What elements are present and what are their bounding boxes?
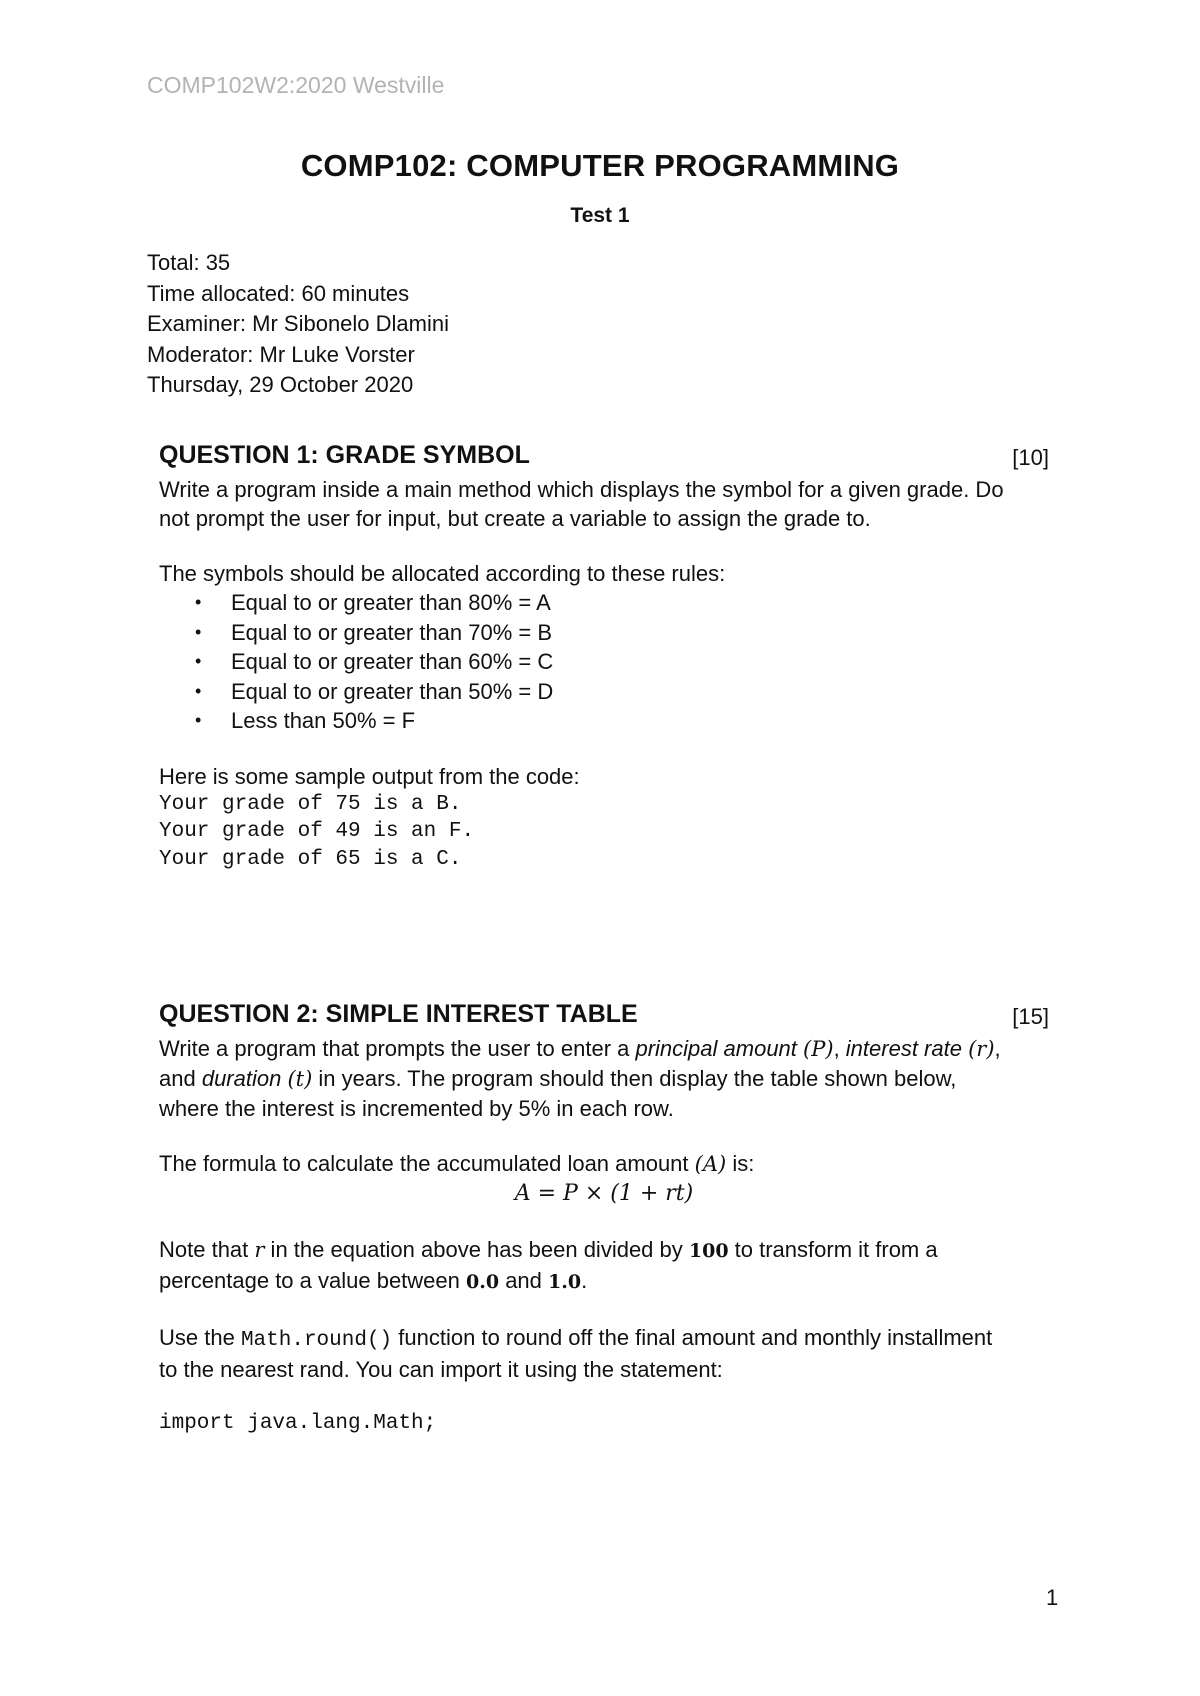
question-1-title: QUESTION 1: GRADE SYMBOL xyxy=(159,441,530,469)
document-subtitle: Test 1 xyxy=(570,204,630,227)
bullet-icon: • xyxy=(195,680,202,701)
list-item: • Equal to or greater than 60% = C xyxy=(159,647,1049,677)
question-2-intro: Write a program that prompts the user to enter a principal amount (P), interest rate (r), and duration (t) in years. The program should then display the table shown below, where the interest is incremented by 5% in each row. xyxy=(159,1036,1001,1121)
question-2 xyxy=(159,1000,1049,1438)
time-allocated: Time allocated: 60 minutes xyxy=(147,280,410,306)
question-2-marks: [15] xyxy=(1012,1004,1049,1029)
bullet-icon: • xyxy=(195,710,202,730)
grade-rules-list xyxy=(159,588,1049,736)
formula-intro: The formula to calculate the accumulated loan amount (A) is: xyxy=(159,1151,755,1176)
import-statement: import java.lang.Math; xyxy=(159,1412,437,1435)
list-item: • Less than 50% = F xyxy=(159,706,1049,736)
question-2-header xyxy=(159,1000,1049,1034)
sample-output-intro: Here is some sample output from the code: xyxy=(159,763,580,789)
list-item: • Equal to or greater than 50% = D xyxy=(159,677,1049,707)
loan-formula: A = P × (1 + rt) xyxy=(514,1181,694,1206)
formula-note: Note that r in the equation above has been divided by 100 to transform it from a percentage to a value between 0.0 and 1.0. xyxy=(159,1237,938,1293)
total-marks: Total: 35 xyxy=(147,250,231,275)
question-2-title: QUESTION 2: SIMPLE INTEREST TABLE xyxy=(159,1000,638,1028)
moderator: Moderator: Mr Luke Vorster xyxy=(147,341,415,367)
sample-output-block xyxy=(159,791,1049,874)
list-item: • Equal to or greater than 80% = A xyxy=(159,588,1049,618)
sample-output-line: Your grade of 49 is an F. xyxy=(159,820,475,843)
bullet-icon: • xyxy=(195,592,202,612)
question-1 xyxy=(159,441,1049,873)
sample-output-line: Your grade of 65 is a C. xyxy=(159,847,462,871)
rules-intro: The symbols should be allocated according to these rules: xyxy=(159,561,726,586)
list-item: • Equal to or greater than 70% = B xyxy=(159,618,1049,648)
rounding-instructions: Use the Math.round() function to round off the final amount and monthly installment to the nearest rand. You can import it using the statement: xyxy=(159,1325,993,1382)
test-details xyxy=(147,248,449,401)
test-date: Thursday, 29 October 2020 xyxy=(147,372,414,397)
question-1-header xyxy=(159,441,1049,475)
question-1-marks: [10] xyxy=(1012,445,1049,470)
sample-output-line: Your grade of 75 is a B. xyxy=(159,792,462,816)
examiner: Examiner: Mr Sibonelo Dlamini xyxy=(147,311,449,336)
document-title: COMP102: COMPUTER PROGRAMMING xyxy=(300,148,900,183)
running-header: COMP102W2:2020 Westville xyxy=(147,72,445,98)
bullet-icon: • xyxy=(195,621,202,642)
question-1-intro: Write a program inside a main method which displays the symbol for a given grade. Do not prompt the user for input, but create a variable to assign the grade to. xyxy=(159,477,1004,531)
page-number: 1 xyxy=(1046,1585,1059,1610)
bullet-icon: • xyxy=(195,651,202,671)
